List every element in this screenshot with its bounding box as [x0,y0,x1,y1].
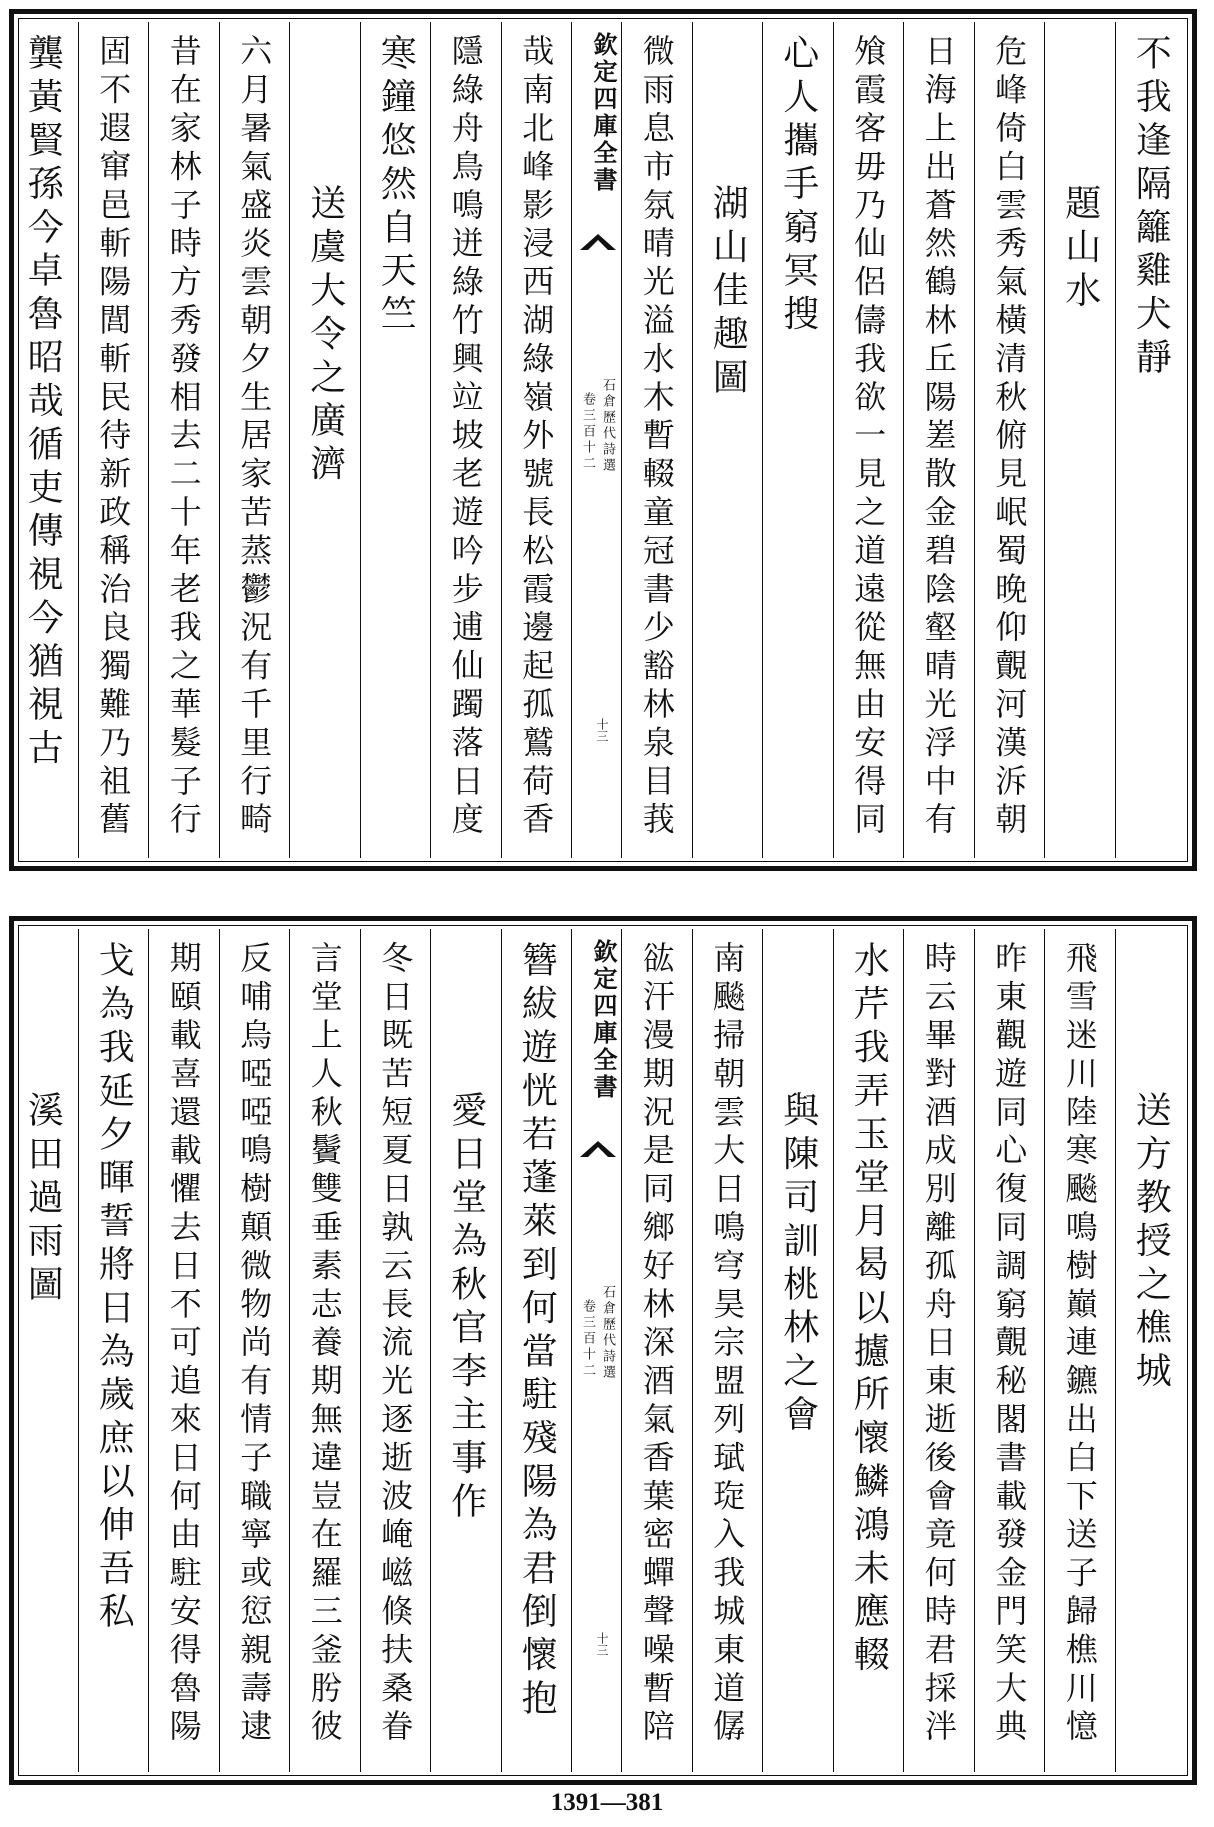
text-column [974,929,1045,1772]
bottom-page [9,916,1197,1785]
text-column [621,929,692,1772]
leaf-number: 十三 [595,718,609,742]
text-column [289,22,360,858]
poem-line: 簪紱遊恍若蓬萊到何當駐殘陽為君倒懷抱 [516,941,558,1723]
poem-line: 微雨息市氛晴光溢水木暫輟童冠書少豁林泉目莪 [637,34,676,841]
poem-title: 湖山佳趣圖 [707,184,749,401]
center-fold-column [571,22,621,858]
leaf-number: 十三 [595,1632,609,1656]
text-column [219,22,290,858]
text-column [219,929,290,1772]
text-column [430,22,501,858]
poem-line: 危峰倚白雲秀氣橫清秋俯見岷蜀晚仰覿河漢泝朝 [990,34,1029,841]
poem-line: 不我逢隔籬雞犬靜 [1130,34,1172,382]
top-page [9,9,1197,871]
poem-line: 谹汗漫期況是同鄉好林深酒氣香葉密蟬聲噪暫陪 [637,941,676,1748]
top-page-columns [21,22,1185,858]
text-column [430,929,501,1772]
poem-line: 龔黃賢孫今卓魯昭哉循吏傳視今猶視古 [22,34,64,772]
text-column [501,22,572,858]
poem-line: 戈為我延夕暉誓將日為歲庶以伸吾私 [93,941,135,1636]
poem-line: 昨東觀遊同心復同調窮覿秘閣書載發金門笑大典 [990,941,1029,1748]
poem-title: 溪田過雨圖 [22,1091,64,1308]
text-column [7,929,78,1772]
text-column [78,929,149,1772]
poem-title: 題山水 [1059,184,1101,315]
fish-tail-mark-icon [578,1137,618,1159]
poem-line: 心人攜手窮冥搜 [777,34,819,338]
fish-tail-mark-icon [578,230,618,252]
text-column [692,929,763,1772]
text-column [360,929,431,1772]
poem-line: 隱綠舟鳥鳴迸綠竹興竝坡老遊吟步逋仙躅落日度 [446,34,485,841]
collection-title: 欽定四庫全書 [589,32,618,194]
poem-line: 南飈掃朝雲大日鳴穹昊宗盟列珷琁入我城東道僝 [708,941,747,1748]
volume-number: 卷三百十二 [580,392,595,472]
page-footer-number: 1391—381 [550,1789,664,1816]
poem-line: 昔在家林子時方秀發相去二十年老我之華髮子行 [164,34,203,841]
poem-line: 日海上出蒼然鶴林丘陽嵳散金碧陰壑晴光浮中有 [919,34,958,841]
poem-line: 冬日既苦短夏日孰云長流光逐逝波崦嵫倏扶桑眷 [376,941,415,1748]
text-column [833,929,904,1772]
poem-line: 反哺烏啞啞鳴樹顛微物尚有情子職寧或愆親壽逮 [235,941,274,1748]
poem-line: 言堂上人秋鬢雙垂素志養期無違豈在羅三釜肹彼 [305,941,344,1748]
text-column [621,22,692,858]
book-name: 石倉歷代詩選 [600,1285,615,1381]
poem-line: 飛雪迷川陸寒飈鳴樹巔連鑣出白下送子歸樵川憶 [1060,941,1099,1748]
poem-line: 水芹我弄玉堂月曷以攄所懷鱗鴻未應輟 [848,941,890,1679]
center-fold-column [571,929,621,1772]
text-column [1115,22,1186,858]
text-column [78,22,149,858]
poem-title: 送虞大令之廣濟 [304,184,346,488]
poem-line: 飧霞客毋乃仙侶儔我欲一見之道遠從無由安得同 [849,34,888,841]
poem-title: 愛日堂為秋官李主事作 [445,1091,487,1525]
poem-title: 送方教授之樵城 [1130,1091,1172,1395]
text-column [1115,929,1186,1772]
bottom-page-columns [21,929,1185,1772]
text-column [1044,22,1115,858]
text-column [692,22,763,858]
text-column [762,929,833,1772]
text-column [833,22,904,858]
poem-line: 寒鐘悠然自天竺 [375,34,417,338]
poem-title: 與陳司訓桃林之會 [777,1091,819,1439]
text-column [903,22,974,858]
text-column [7,22,78,858]
poem-line: 固不遐窜邑斬陽閭斬民待新政稱治良獨難乃祖舊 [94,34,133,841]
text-column [762,22,833,858]
text-column [289,929,360,1772]
text-column [148,22,219,858]
text-column [974,22,1045,858]
text-column [360,22,431,858]
volume-number: 卷三百十二 [580,1299,595,1379]
text-column [1044,929,1115,1772]
text-column [903,929,974,1772]
text-column [501,929,572,1772]
poem-line: 哉南北峰影浸西湖綠嶺外號長松霞邊起孤鷲荷香 [517,34,556,841]
poem-line: 期頤載喜還載懼去日不可追來日何由駐安得魯陽 [164,941,203,1748]
book-name: 石倉歷代詩選 [600,378,615,474]
poem-line: 六月暑氣盛炎雲朝夕生居家苦蒸鬱況有千里行畸 [235,34,274,841]
collection-title: 欽定四庫全書 [589,939,618,1101]
text-column [148,929,219,1772]
poem-line: 時云畢對酒成別離孤舟日東逝後會竟何時君採泮 [919,941,958,1748]
